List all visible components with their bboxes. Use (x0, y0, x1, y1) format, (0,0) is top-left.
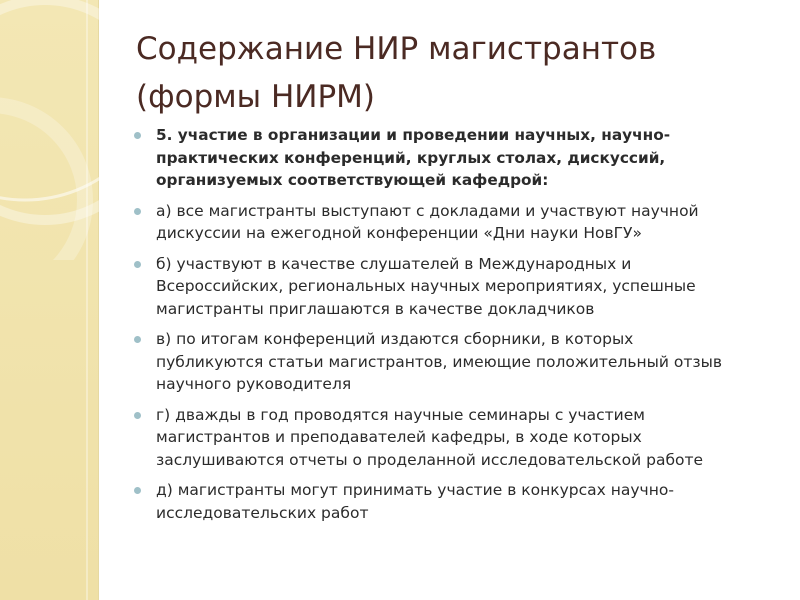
bullet-dot-icon (134, 487, 141, 494)
list-item-line: практических конференций, круглых столах, дискуссий, (156, 148, 666, 167)
title-line-2: (формы НИРМ) (136, 79, 375, 115)
list-item-line: а) все магистранты выступают с докладами и участвуют научной (156, 201, 699, 220)
bullet-dot-icon (134, 261, 141, 268)
list-item-line: публикуются статьи магистрантов, имеющие положительный отзыв (156, 352, 723, 371)
list-item-line: исследовательских работ (156, 503, 369, 522)
list-item (134, 124, 774, 192)
list-item-text (156, 200, 774, 245)
list-item-line: научного руководителя (156, 375, 352, 393)
list-item-text (156, 253, 774, 321)
bullet-dot-icon (134, 336, 141, 343)
bullet-dot-icon (134, 132, 141, 139)
bullet-dot-icon (134, 412, 141, 419)
list-item (134, 479, 774, 524)
slide-title (136, 25, 776, 121)
list-item (134, 200, 774, 245)
list-item-line: Всероссийских, региональных научных мероприятиях, успешные (156, 277, 696, 295)
list-item-line: в) по итогам конференций издаются сборники, в которых (156, 330, 634, 348)
list-item-text (156, 404, 774, 472)
list-item-line: организуемых соответствующей кафедрой: (156, 171, 549, 189)
list-item-text (156, 479, 774, 524)
list-item-line: магистранты приглашаются в качестве докладчиков (156, 299, 595, 318)
bullet-dot-icon (134, 208, 141, 215)
list-item-text (156, 124, 774, 192)
list-item (134, 404, 774, 472)
list-item-line: д) магистранты могут принимать участие в конкурсах научно- (156, 481, 674, 499)
list-item-text (156, 328, 774, 396)
bullet-list (134, 124, 774, 532)
list-item-line: магистрантов и преподавателей кафедры, в ходе которых (156, 428, 642, 446)
list-item-line: г) дважды в год проводятся научные семинары с участием (156, 405, 645, 424)
list-item-line: 5. участие в организации и проведении научных, научно- (156, 126, 671, 144)
list-item-line: дискуссии на ежегодной конференции «Дни науки НовГУ» (156, 224, 642, 242)
title-line-1: Содержание НИР магистрантов (136, 31, 657, 67)
list-item (134, 328, 774, 396)
list-item-line: б) участвуют в качестве слушателей в Международных и (156, 254, 632, 273)
list-item-line: заслушиваются отчеты о проделанной исследовательской работе (156, 450, 704, 469)
list-item (134, 253, 774, 321)
